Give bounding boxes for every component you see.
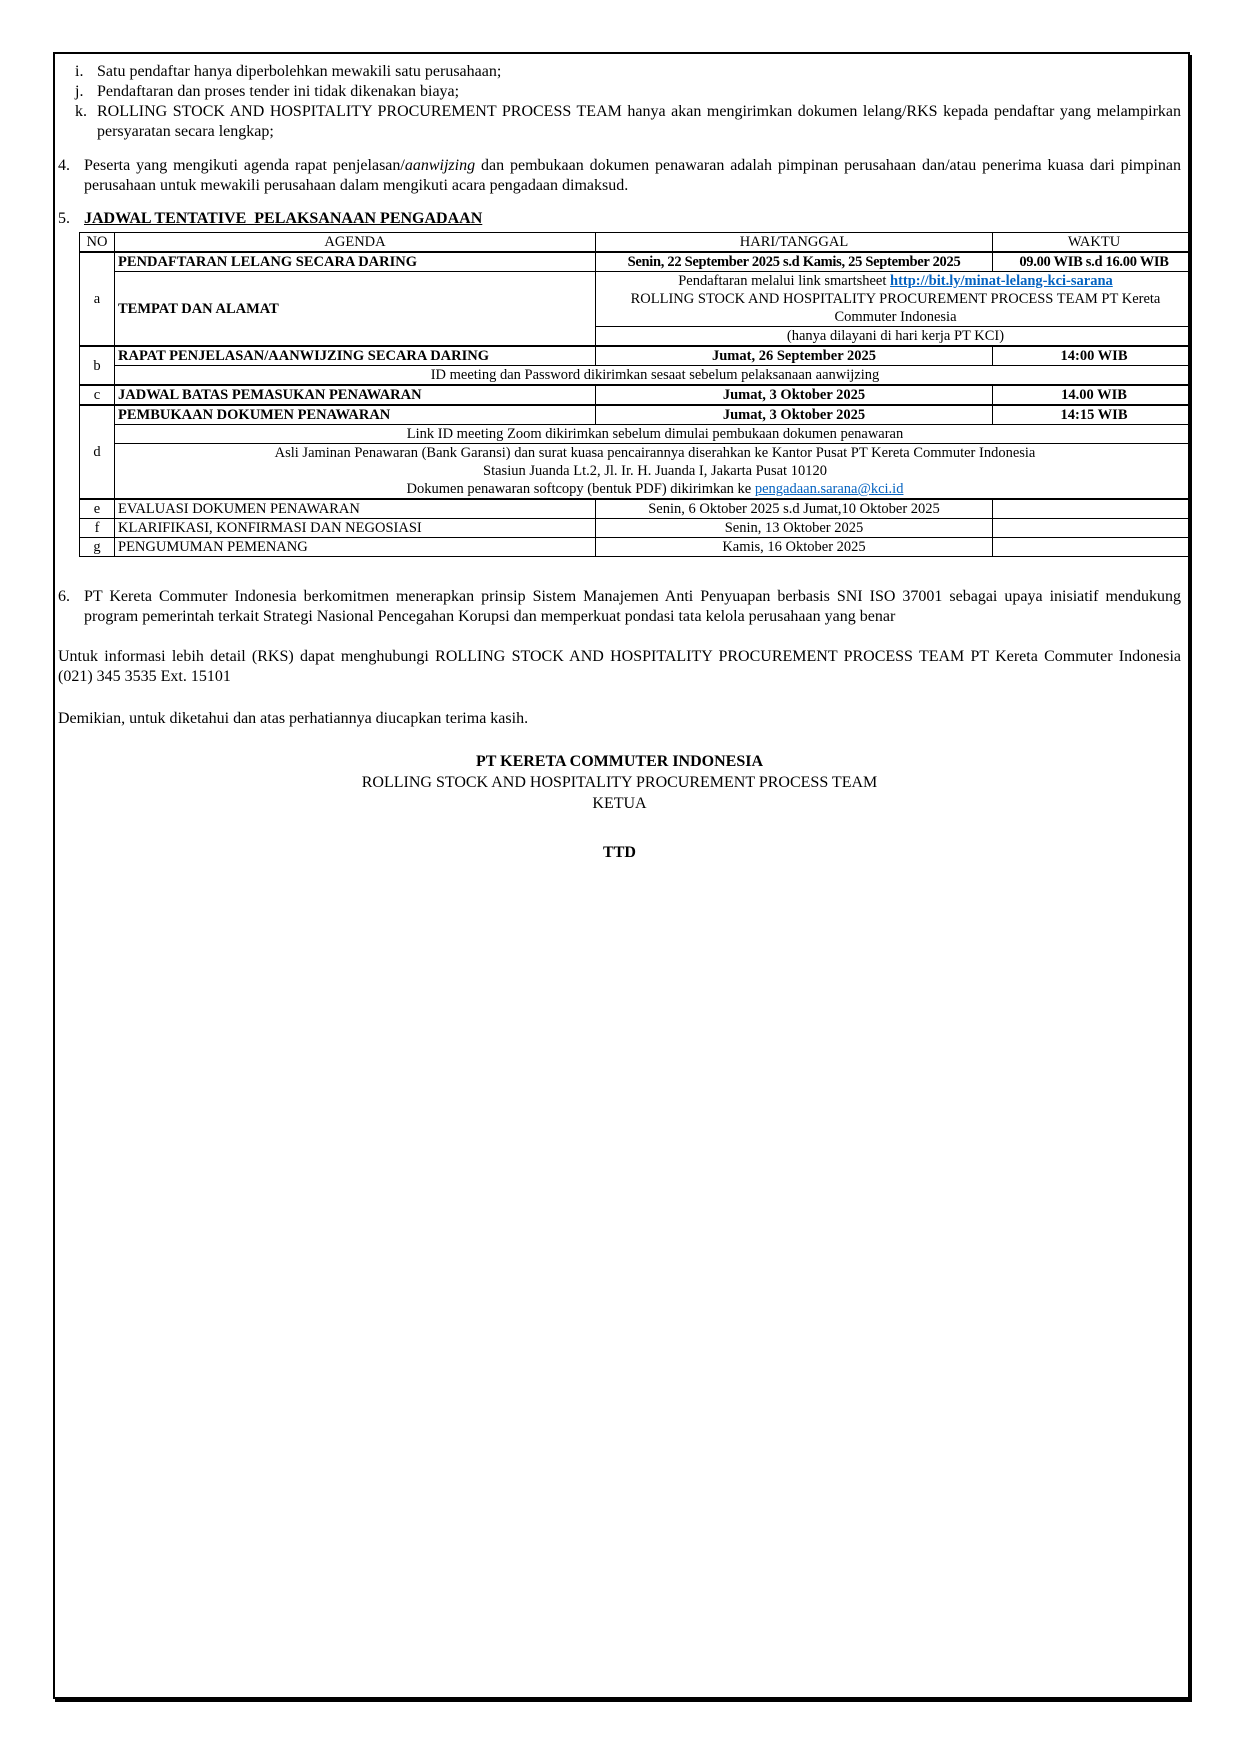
numbered-item-6 (58, 587, 1181, 627)
list-item-i (75, 62, 1181, 82)
cell-a-note2: (hanya dilayani di hari kerja PT KCI) (596, 327, 1191, 347)
cell-d-agenda: PEMBUKAAN DOKUMEN PENAWARAN (115, 405, 596, 425)
list-item-text: Pendaftaran dan proses tender ini tidak dikenakan biaya; (97, 83, 460, 100)
cell-b-waktu: 14:00 WIB (993, 346, 1191, 366)
list-item-text: Satu pendaftar hanya diperbolehkan mewakili satu perusahaan; (97, 63, 502, 80)
page-border-frame (53, 52, 1190, 1699)
list-item-text: ROLLING STOCK AND HOSPITALITY PROCUREMENT PROCESS TEAM hanya akan mengirimkan dokumen lelang/RKS kepada pendaftar yang melampirkan persyaratan secara lengkap; (97, 103, 1181, 140)
cell-g-no: g (80, 538, 115, 557)
table-row-b2 (80, 366, 1191, 386)
item-number: 5. (58, 210, 70, 227)
guarantee-note-line1: Asli Jaminan Penawaran (Bank Garansi) dan surat kuasa pencairannya diserahkan ke Kantor Pusat PT Kereta Commuter Indonesia (274, 445, 1036, 461)
signature-ttd: TTD (603, 844, 636, 861)
signature-company: PT KERETA COMMUTER INDONESIA (476, 753, 763, 770)
item4-italic-word: aanwijzing (404, 157, 476, 174)
signature-block (58, 751, 1181, 814)
item6-text: PT Kereta Commuter Indonesia berkomitmen menerapkan prinsip Sistem Manajemen Anti Penyuapan berbasis SNI ISO 37001 sebagai upaya inisiatif mendukung program pemerintah terkait Strategi Nasional Pencegahan Korupsi dan memperkuat pondasi tata kelola perusahaan yang benar (84, 588, 1181, 625)
schedule-table (79, 232, 1190, 557)
numbered-item-5 (58, 209, 1181, 229)
cell-d-no: d (80, 405, 115, 499)
table-row-a1 (80, 252, 1191, 272)
list-marker: j. (75, 83, 84, 100)
list-item-j (75, 82, 1181, 102)
cell-e-waktu (993, 499, 1191, 519)
registration-note-line2: ROLLING STOCK AND HOSPITALITY PROCUREMENT PROCESS TEAM PT Kereta Commuter Indonesia (630, 291, 1161, 325)
registration-smartsheet-link[interactable]: http://bit.ly/minat-lelang-kci-sarana (890, 273, 1113, 289)
cell-e-agenda: EVALUASI DOKUMEN PENAWARAN (115, 499, 596, 519)
item-number: 4. (58, 157, 70, 174)
cell-c-agenda: JADWAL BATAS PEMASUKAN PENAWARAN (115, 385, 596, 405)
item4-text-after: dan pembukaan dokumen penawaran adalah pimpinan perusahaan dan/atau penerima kuasa dari pimpinan perusahaan untuk mewakili perusahaan dalam mengikuti acara pengadaan dimaksud. (84, 157, 1182, 194)
schedule-heading: JADWAL TENTATIVE PELAKSANAAN PENGADAAN (84, 210, 483, 227)
cell-d-hari: Jumat, 3 Oktober 2025 (596, 405, 993, 425)
cell-c-hari: Jumat, 3 Oktober 2025 (596, 385, 993, 405)
cell-b-no: b (80, 346, 115, 385)
list-item-k (75, 102, 1181, 142)
cell-f-no: f (80, 519, 115, 538)
list-marker: i. (75, 63, 84, 80)
table-row-f (80, 519, 1191, 538)
header-no: NO (80, 233, 115, 253)
cell-a-note1 (596, 272, 1191, 327)
table-row-c (80, 385, 1191, 405)
cell-f-agenda: KLARIFIKASI, KONFIRMASI DAN NEGOSIASI (115, 519, 596, 538)
list-marker: k. (75, 103, 87, 120)
item-number: 6. (58, 588, 70, 605)
cell-e-no: e (80, 499, 115, 519)
table-row-d3 (80, 444, 1191, 500)
cell-a-agenda2: TEMPAT DAN ALAMAT (115, 272, 596, 347)
item4-text (84, 156, 1181, 196)
cell-a-no: a (80, 252, 115, 346)
cell-a-hari1: Senin, 22 September 2025 s.d Kamis, 25 September 2025 (596, 252, 993, 272)
procurement-email-link[interactable]: pengadaan.sarana@kci.id (754, 481, 904, 497)
cell-g-agenda: PENGUMUMAN PEMENANG (115, 538, 596, 557)
cell-c-no: c (80, 385, 115, 405)
table-row-a2 (80, 272, 1191, 327)
header-waktu: WAKTU (993, 233, 1191, 253)
signature-team: ROLLING STOCK AND HOSPITALITY PROCUREMENT PROCESS TEAM (361, 774, 878, 791)
cell-b-agenda: RAPAT PENJELASAN/AANWIJZING SECARA DARING (115, 346, 596, 366)
registration-note-line1: Pendaftaran melalui link smartsheet http://bit.ly/minat-lelang-kci-sarana (678, 273, 1113, 289)
cell-e-hari: Senin, 6 Oktober 2025 s.d Jumat,10 Oktober 2025 (596, 499, 993, 519)
cell-b-hari: Jumat, 26 September 2025 (596, 346, 993, 366)
cell-d-waktu: 14:15 WIB (993, 405, 1191, 425)
cell-a-waktu1: 09.00 WIB s.d 16.00 WIB (993, 252, 1191, 272)
table-row-d2 (80, 425, 1191, 444)
intro-letter-list (75, 62, 1181, 142)
guarantee-note-line3: Dokumen penawaran softcopy (bentuk PDF) dikirimkan ke pengadaan.sarana@kci.id (406, 481, 904, 497)
table-header-row (80, 233, 1191, 253)
cell-a-agenda1: PENDAFTARAN LELANG SECARA DARING (115, 252, 596, 272)
cell-g-hari: Kamis, 16 Oktober 2025 (596, 538, 993, 557)
signature-role: KETUA (592, 795, 647, 812)
cell-f-hari: Senin, 13 Oktober 2025 (596, 519, 993, 538)
cell-g-waktu (993, 538, 1191, 557)
guarantee-note-line2: Stasiun Juanda Lt.2, Jl. Ir. H. Juanda I, Jakarta Pusat 10120 (483, 463, 827, 479)
header-hari-tanggal: HARI/TANGGAL (596, 233, 993, 253)
table-row-d1 (80, 405, 1191, 425)
cell-c-waktu: 14.00 WIB (993, 385, 1191, 405)
header-agenda: AGENDA (115, 233, 596, 253)
closing-paragraph: Demikian, untuk diketahui dan atas perhatiannya diucapkan terima kasih. (58, 710, 529, 727)
cell-d-note2 (115, 444, 1191, 500)
contact-paragraph: Untuk informasi lebih detail (RKS) dapat menghubungi ROLLING STOCK AND HOSPITALITY PROCUREMENT PROCESS TEAM PT Kereta Commuter Indonesia (021) 345 3535 Ext. 15101 (58, 648, 1181, 685)
table-row-e (80, 499, 1191, 519)
table-row-b1 (80, 346, 1191, 366)
table-row-g (80, 538, 1191, 557)
cell-b-note: ID meeting dan Password dikirimkan sesaat sebelum pelaksanaan aanwijzing (115, 366, 1191, 386)
item4-text-before: Peserta yang mengikuti agenda rapat penjelasan/ (84, 157, 405, 174)
numbered-item-4 (58, 156, 1181, 196)
cell-f-waktu (993, 519, 1191, 538)
cell-d-note1: Link ID meeting Zoom dikirimkan sebelum dimulai pembukaan dokumen penawaran (115, 425, 1191, 444)
